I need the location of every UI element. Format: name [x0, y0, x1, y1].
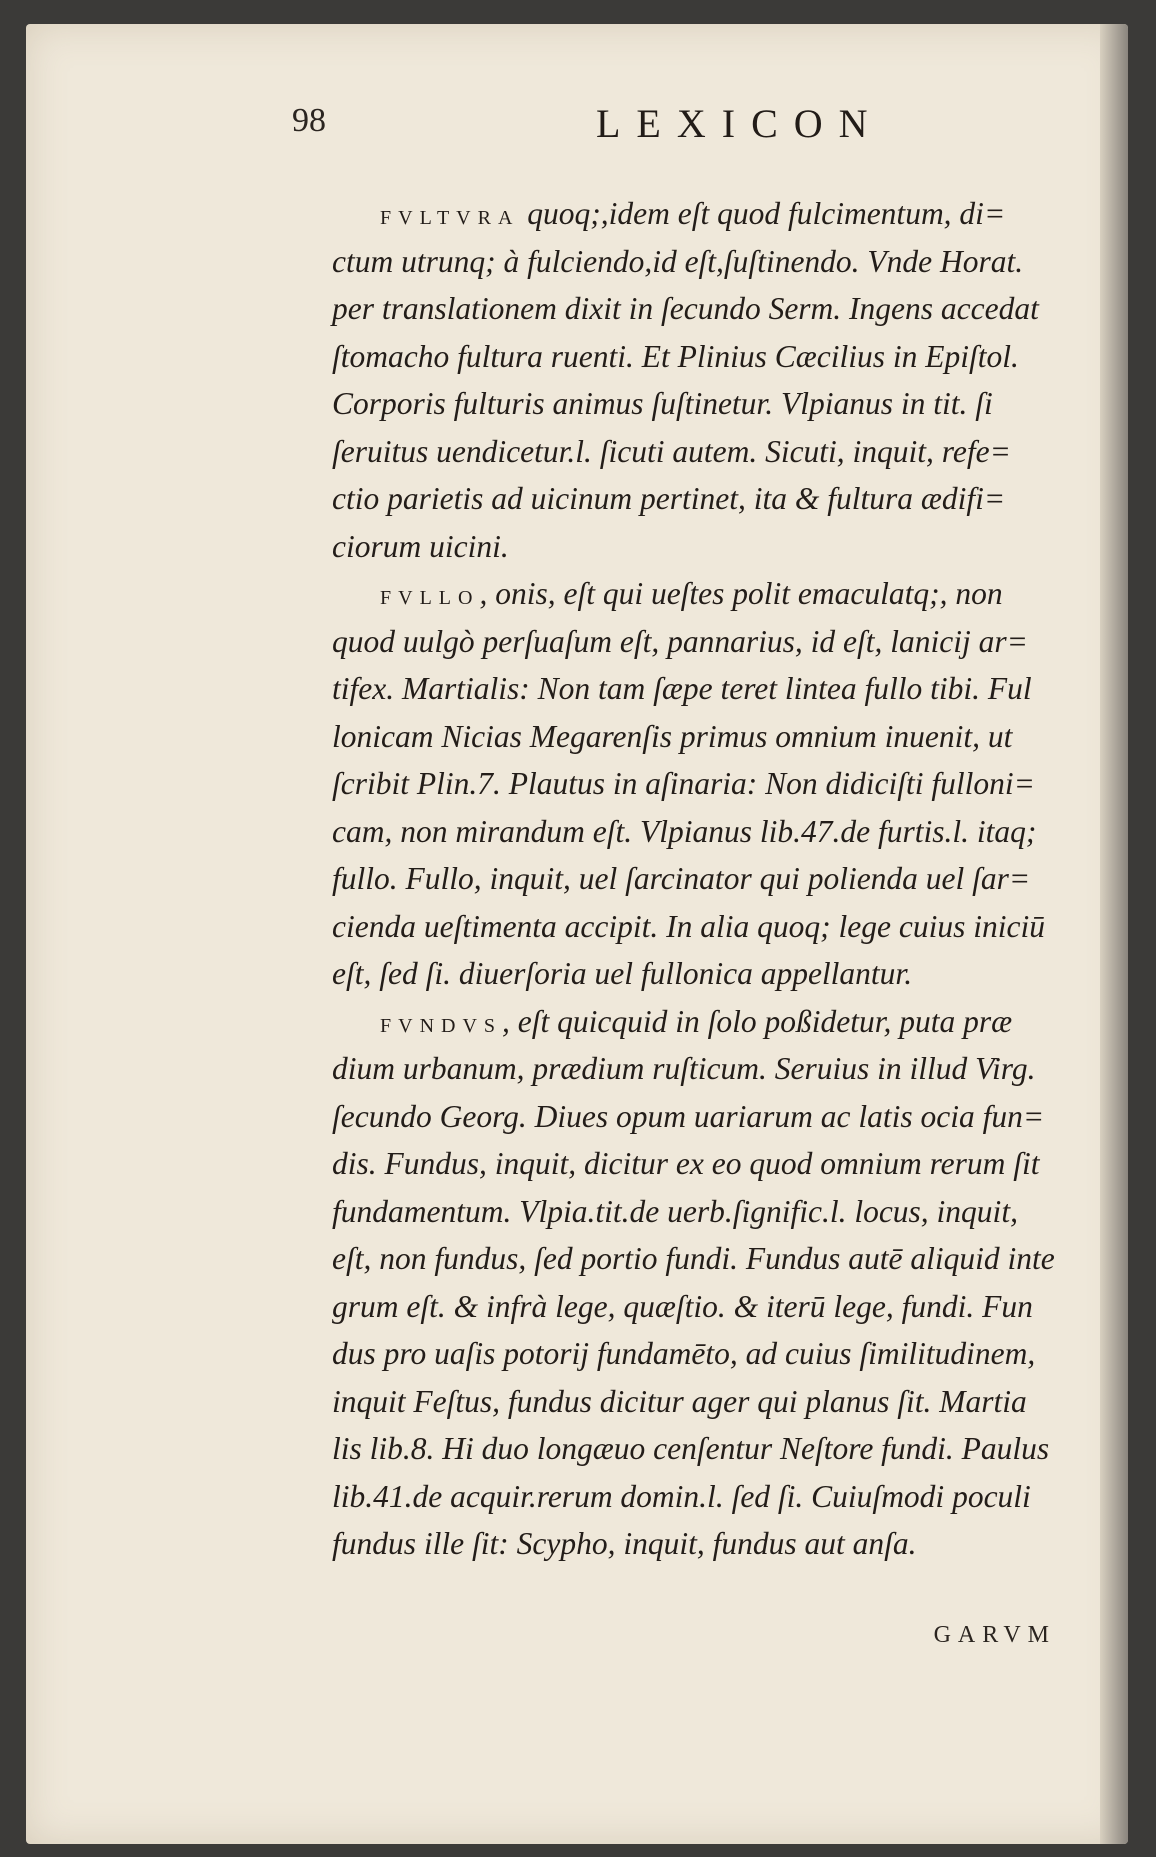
- text-line: ctio parietis ad uicinum pertinet, ita & fultura ædifi=: [332, 481, 1006, 516]
- text-line: ſeruitus uendicetur.l. ſicuti autem. Sicuti, inquit, refe=: [332, 433, 1011, 469]
- text-line: dis. Fundus, inquit, dicitur ex eo quod omnium rerum ſit: [332, 1146, 1040, 1181]
- text-line: ſecundo Georg. Diues opum uariarum ac latis ocia fun=: [332, 1098, 1045, 1134]
- text-line: fullo. Fullo, inquit, uel ſarcinator qui polienda uel ſar=: [332, 861, 1031, 896]
- lexicon-text: [332, 190, 1128, 1568]
- text-line: lis lib.8. Hi duo longæuo cenſentur Neſtore fundi. Paulus: [332, 1431, 1050, 1466]
- text-line: FVLLO, onis, eſt qui ueſtes polit emaculatq;, non: [380, 576, 1003, 611]
- running-head: [26, 102, 1128, 162]
- page-number: 98: [292, 102, 326, 139]
- text-line: ctum utrunq; à fulciendo,id eſt,ſuſtinendo. Vnde Horat.: [332, 243, 1024, 279]
- text-line: eſt, ſed ſi. diuerſoria uel fullonica appellantur.: [332, 956, 913, 991]
- text-line: dium urbanum, prædium ruſticum. Seruius in illud Virg.: [332, 1051, 1036, 1086]
- text-line: inquit Feſtus, fundus dicitur ager qui planus ſit. Martia: [332, 1383, 1027, 1419]
- text-line: tifex. Martialis: Non tam ſæpe teret lintea fullo tibi. Ful: [332, 671, 1032, 706]
- text-line: ciorum uicini.: [332, 528, 509, 564]
- text-line: grum eſt. & infrà lege, quæſtio. & iterū lege, fundi. Fun: [332, 1288, 1033, 1324]
- text-line: Corporis fulturis animus ſuſtinetur. Vlpianus in tit. ſi: [332, 386, 993, 421]
- text-line: dus pro uaſis potorij fundamēto, ad cuius ſimilitudinem,: [332, 1336, 1036, 1371]
- text-line: FVNDVS, eſt quicquid in ſolo poßidetur, puta præ: [380, 1003, 1013, 1039]
- text-line: lonicam Nicias Megarenſis primus omnium inuenit, ut: [332, 718, 1013, 754]
- text-line: cienda ueſtimenta accipit. In alia quoq; lege cuius iniciū: [332, 908, 1045, 944]
- headword: FVLTVRA: [380, 207, 520, 229]
- text-line: ſcribit Plin.7. Plautus in aſinaria: Non didiciſti fulloni=: [332, 766, 1035, 801]
- header-title: LEXICON: [596, 101, 884, 146]
- text-line: fundus ille ſit: Scypho, inquit, fundus aut anſa.: [332, 1526, 917, 1561]
- catchword: GARVM: [933, 1622, 1056, 1648]
- text-line: cam, non mirandum eſt. Vlpianus lib.47.de furtis.l. itaq;: [332, 813, 1037, 849]
- text-line: lib.41.de acquir.rerum domin.l. ſed ſi. Cuiuſmodi poculi: [332, 1478, 1031, 1514]
- book-page: [26, 24, 1128, 1844]
- text-line: quod uulgò perſuaſum eſt, pannarius, id eſt, lanicij ar=: [332, 623, 1028, 659]
- text-line: ſtomacho fultura ruenti. Et Plinius Cæcilius in Epiſtol.: [332, 338, 1019, 374]
- headword: FVLLO: [380, 587, 480, 609]
- text-line: fundamentum. Vlpia.tit.de uerb.ſignific.l. locus, inquit,: [332, 1193, 1018, 1229]
- text-line: FVLTVRA quoq;,idem eſt quod fulcimentum, di=: [380, 196, 1006, 231]
- text-line: per translationem dixit in ſecundo Serm. Ingens accedat: [332, 291, 1039, 326]
- text-line: eſt, non fundus, ſed portio fundi. Fundus autē aliquid inte: [332, 1241, 1055, 1276]
- headword: FVNDVS: [380, 1014, 503, 1037]
